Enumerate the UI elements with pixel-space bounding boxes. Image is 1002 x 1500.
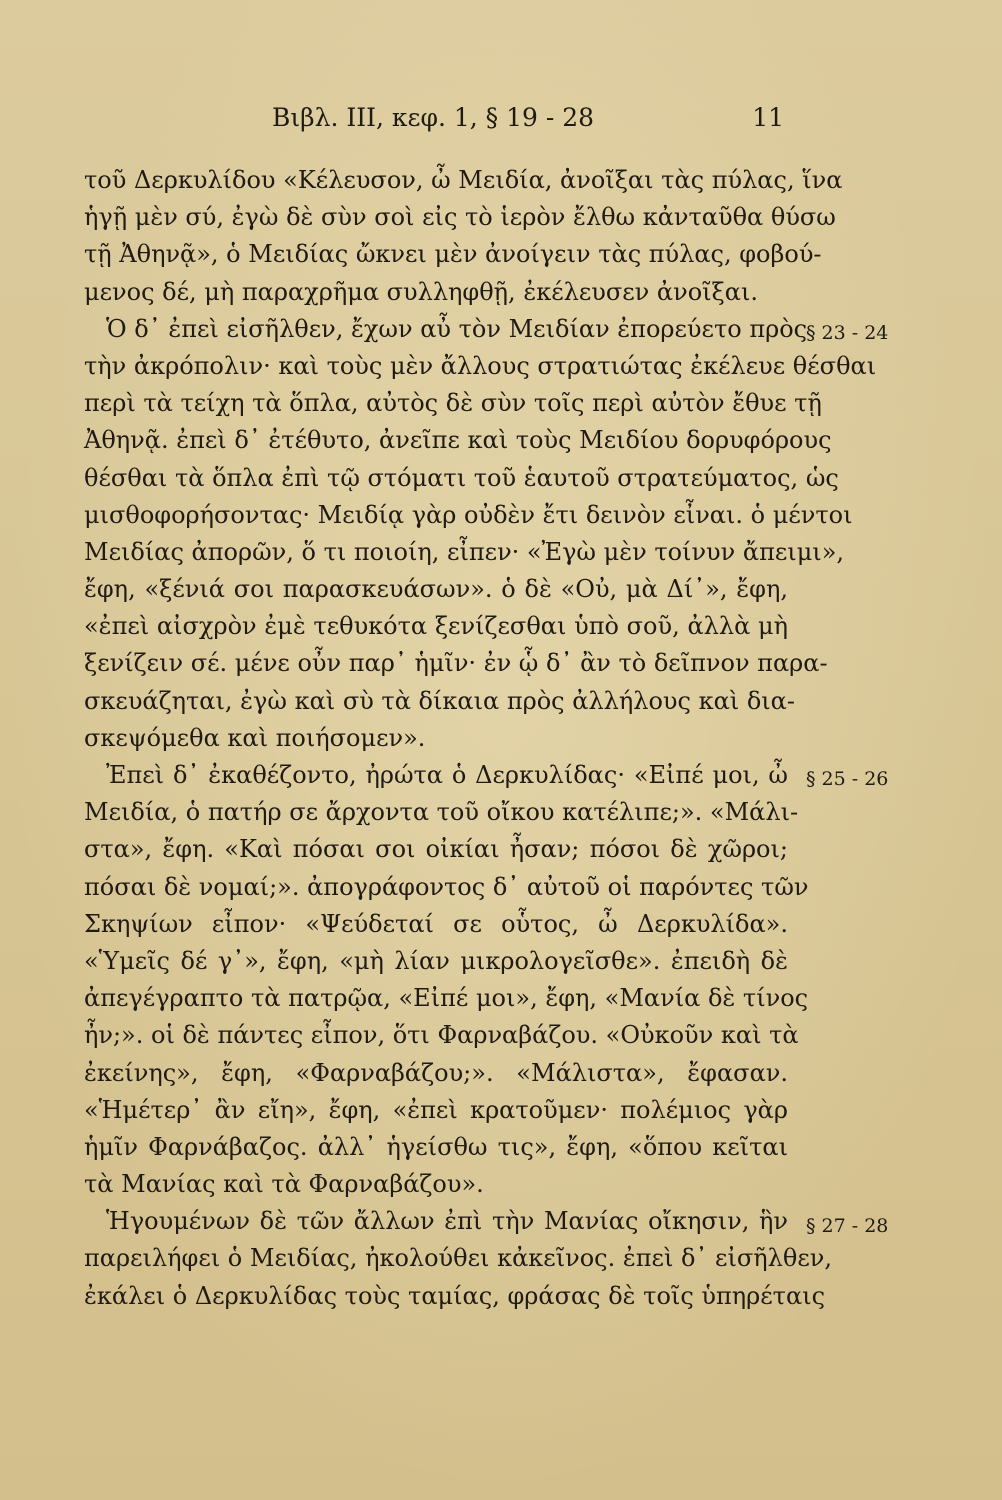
- running-title: Βιβλ. ΙΙΙ, κεφ. 1, § 19 - 28: [272, 103, 595, 132]
- text-line: Μειδίας ἀπορῶν, ὅ τι ποιοίη, εἶπεν· «Ἐγὼ μὲν τοίνυν ἄπειμι»,: [84, 537, 845, 566]
- text-line: πόσαι δὲ νομαί;». ἀπογράφοντος δ᾽ αὐτοῦ οἱ παρόντες τῶν: [84, 872, 809, 901]
- text-line: τοῦ Δερκυλίδου «Κέλευσον, ὦ Μειδία, ἀνοῖξαι τὰς πύλας, ἵνα: [84, 166, 843, 194]
- text-line: Ἡγουμένων δὲ τῶν ἄλλων ἐπὶ τὴν Μανίας οἴκησιν, ἣν: [106, 1207, 788, 1236]
- text-line: «ἐπεὶ αἰσχρὸν ἐμὲ τεθυκότα ξενίζεσθαι ὑπὸ σοῦ, ἀλλὰ μὴ: [84, 612, 788, 641]
- text-line: μισθοφορήσοντας· Μειδίᾳ γὰρ οὐδὲν ἔτι δεινὸν εἶναι. ὁ μέντοι: [84, 500, 853, 529]
- text-line: Ἀθηνᾷ. ἐπεὶ δ᾽ ἐτέθυτο, ἀνεῖπε καὶ τοὺς Μειδίου δορυφόρους: [84, 426, 832, 455]
- text-line: περὶ τὰ τείχη τὰ ὅπλα, αὐτὸς δὲ σὺν τοῖς περὶ αὐτὸν ἔθυε τῇ: [84, 389, 822, 418]
- text-line: σκεψόμεθα καὶ ποιήσομεν».: [84, 723, 426, 752]
- text-line: τὴν ἀκρόπολιν· καὶ τοὺς μὲν ἄλλους στρατιώτας ἐκέλευε θέσθαι: [84, 351, 877, 380]
- text-line: ἔφη, «ξένιά σοι παρασκευάσων». ὁ δὲ «Οὐ, μὰ Δί᾽», ἔφη,: [84, 575, 788, 604]
- text-line: θέσθαι τὰ ὅπλα ἐπὶ τῷ στόματι τοῦ ἑαυτοῦ στρατεύματος, ὡς: [84, 463, 839, 492]
- text-line: Σκηψίων εἶπον· «Ψεύδεταί σε οὗτος, ὦ Δερκυλίδα».: [84, 909, 788, 938]
- text-line: ἡγῇ μὲν σύ, ἐγὼ δὲ σὺν σοὶ εἰς τὸ ἱερὸν ἔλθω κἀνταῦθα θύσω: [84, 203, 836, 232]
- page-number: 11: [752, 103, 784, 132]
- running-header: [240, 103, 800, 135]
- text-line: ἐκείνης», ἔφη, «Φαρναβάζου;». «Μάλιστα», ἔφασαν.: [84, 1058, 788, 1087]
- text-line: τῇ Ἀθηνᾷ», ὁ Μειδίας ὤκνει μὲν ἀνοίγειν τὰς πύλας, φοβού-: [84, 240, 822, 269]
- text-line: «Ἡμέτερ᾽ ἂν εἴη», ἔφη, «ἐπεὶ κρατοῦμεν· πολέμιος γὰρ: [84, 1095, 788, 1124]
- margin-note: § 25 - 26: [806, 768, 889, 790]
- text-line: «Ὑμεῖς δέ γ᾽», ἔφη, «μὴ λίαν μικρολογεῖσθε». ἐπειδὴ δὲ: [84, 946, 788, 975]
- text-line: ἀπεγέγραπτο τὰ πατρῷα, «Εἰπέ μοι», ἔφη, «Μανία δὲ τίνος: [84, 984, 809, 1013]
- text-line: τὰ Μανίας καὶ τὰ Φαρναβάζου».: [84, 1170, 484, 1199]
- text-line: μενος δέ, μὴ παραχρῆμα συλληφθῇ, ἐκέλευσεν ἀνοῖξαι.: [84, 277, 759, 306]
- text-line: σκευάζηται, ἐγὼ καὶ σὺ τὰ δίκαια πρὸς ἀλλήλους καὶ δια-: [84, 686, 795, 715]
- margin-note: § 23 - 24: [806, 322, 889, 344]
- text-line: Ἐπεὶ δ᾽ ἐκαθέζοντο, ἠρώτα ὁ Δερκυλίδας· «Εἰπέ μοι, ὦ: [106, 761, 788, 789]
- margin-note: § 27 - 28: [806, 1215, 889, 1237]
- text-line: ἦν;». οἱ δὲ πάντες εἶπον, ὅτι Φαρναβάζου. «Οὐκοῦν καὶ τὰ: [84, 1021, 799, 1050]
- text-line: Μειδία, ὁ πατήρ σε ἄρχοντα τοῦ οἴκου κατέλιπε;». «Μάλι-: [84, 798, 799, 827]
- text-line: ἡμῖν Φαρνάβαζος. ἀλλ᾽ ἡγείσθω τις», ἔφη, «ὅπου κεῖται: [84, 1132, 788, 1161]
- text-line: ξενίζειν σέ. μένε οὖν παρ᾽ ἡμῖν· ἐν ᾧ δ᾽ ἂν τὸ δεῖπνον παρα-: [84, 649, 828, 678]
- text-line: στα», ἔφη. «Καὶ πόσαι σοι οἰκίαι ἦσαν; πόσοι δὲ χῶροι;: [84, 835, 788, 864]
- text-line: ἐκάλει ὁ Δερκυλίδας τοὺς ταμίας, φράσας δὲ τοῖς ὑπηρέταις: [84, 1281, 826, 1310]
- text-line: Ὁ δ᾽ ἐπεὶ εἰσῆλθεν, ἔχων αὖ τὸν Μειδίαν ἐπορεύετο πρὸς: [106, 314, 808, 343]
- text-line: παρειλήφει ὁ Μειδίας, ἠκολούθει κἀκεῖνος. ἐπεὶ δ᾽ εἰσῆλθεν,: [84, 1244, 832, 1273]
